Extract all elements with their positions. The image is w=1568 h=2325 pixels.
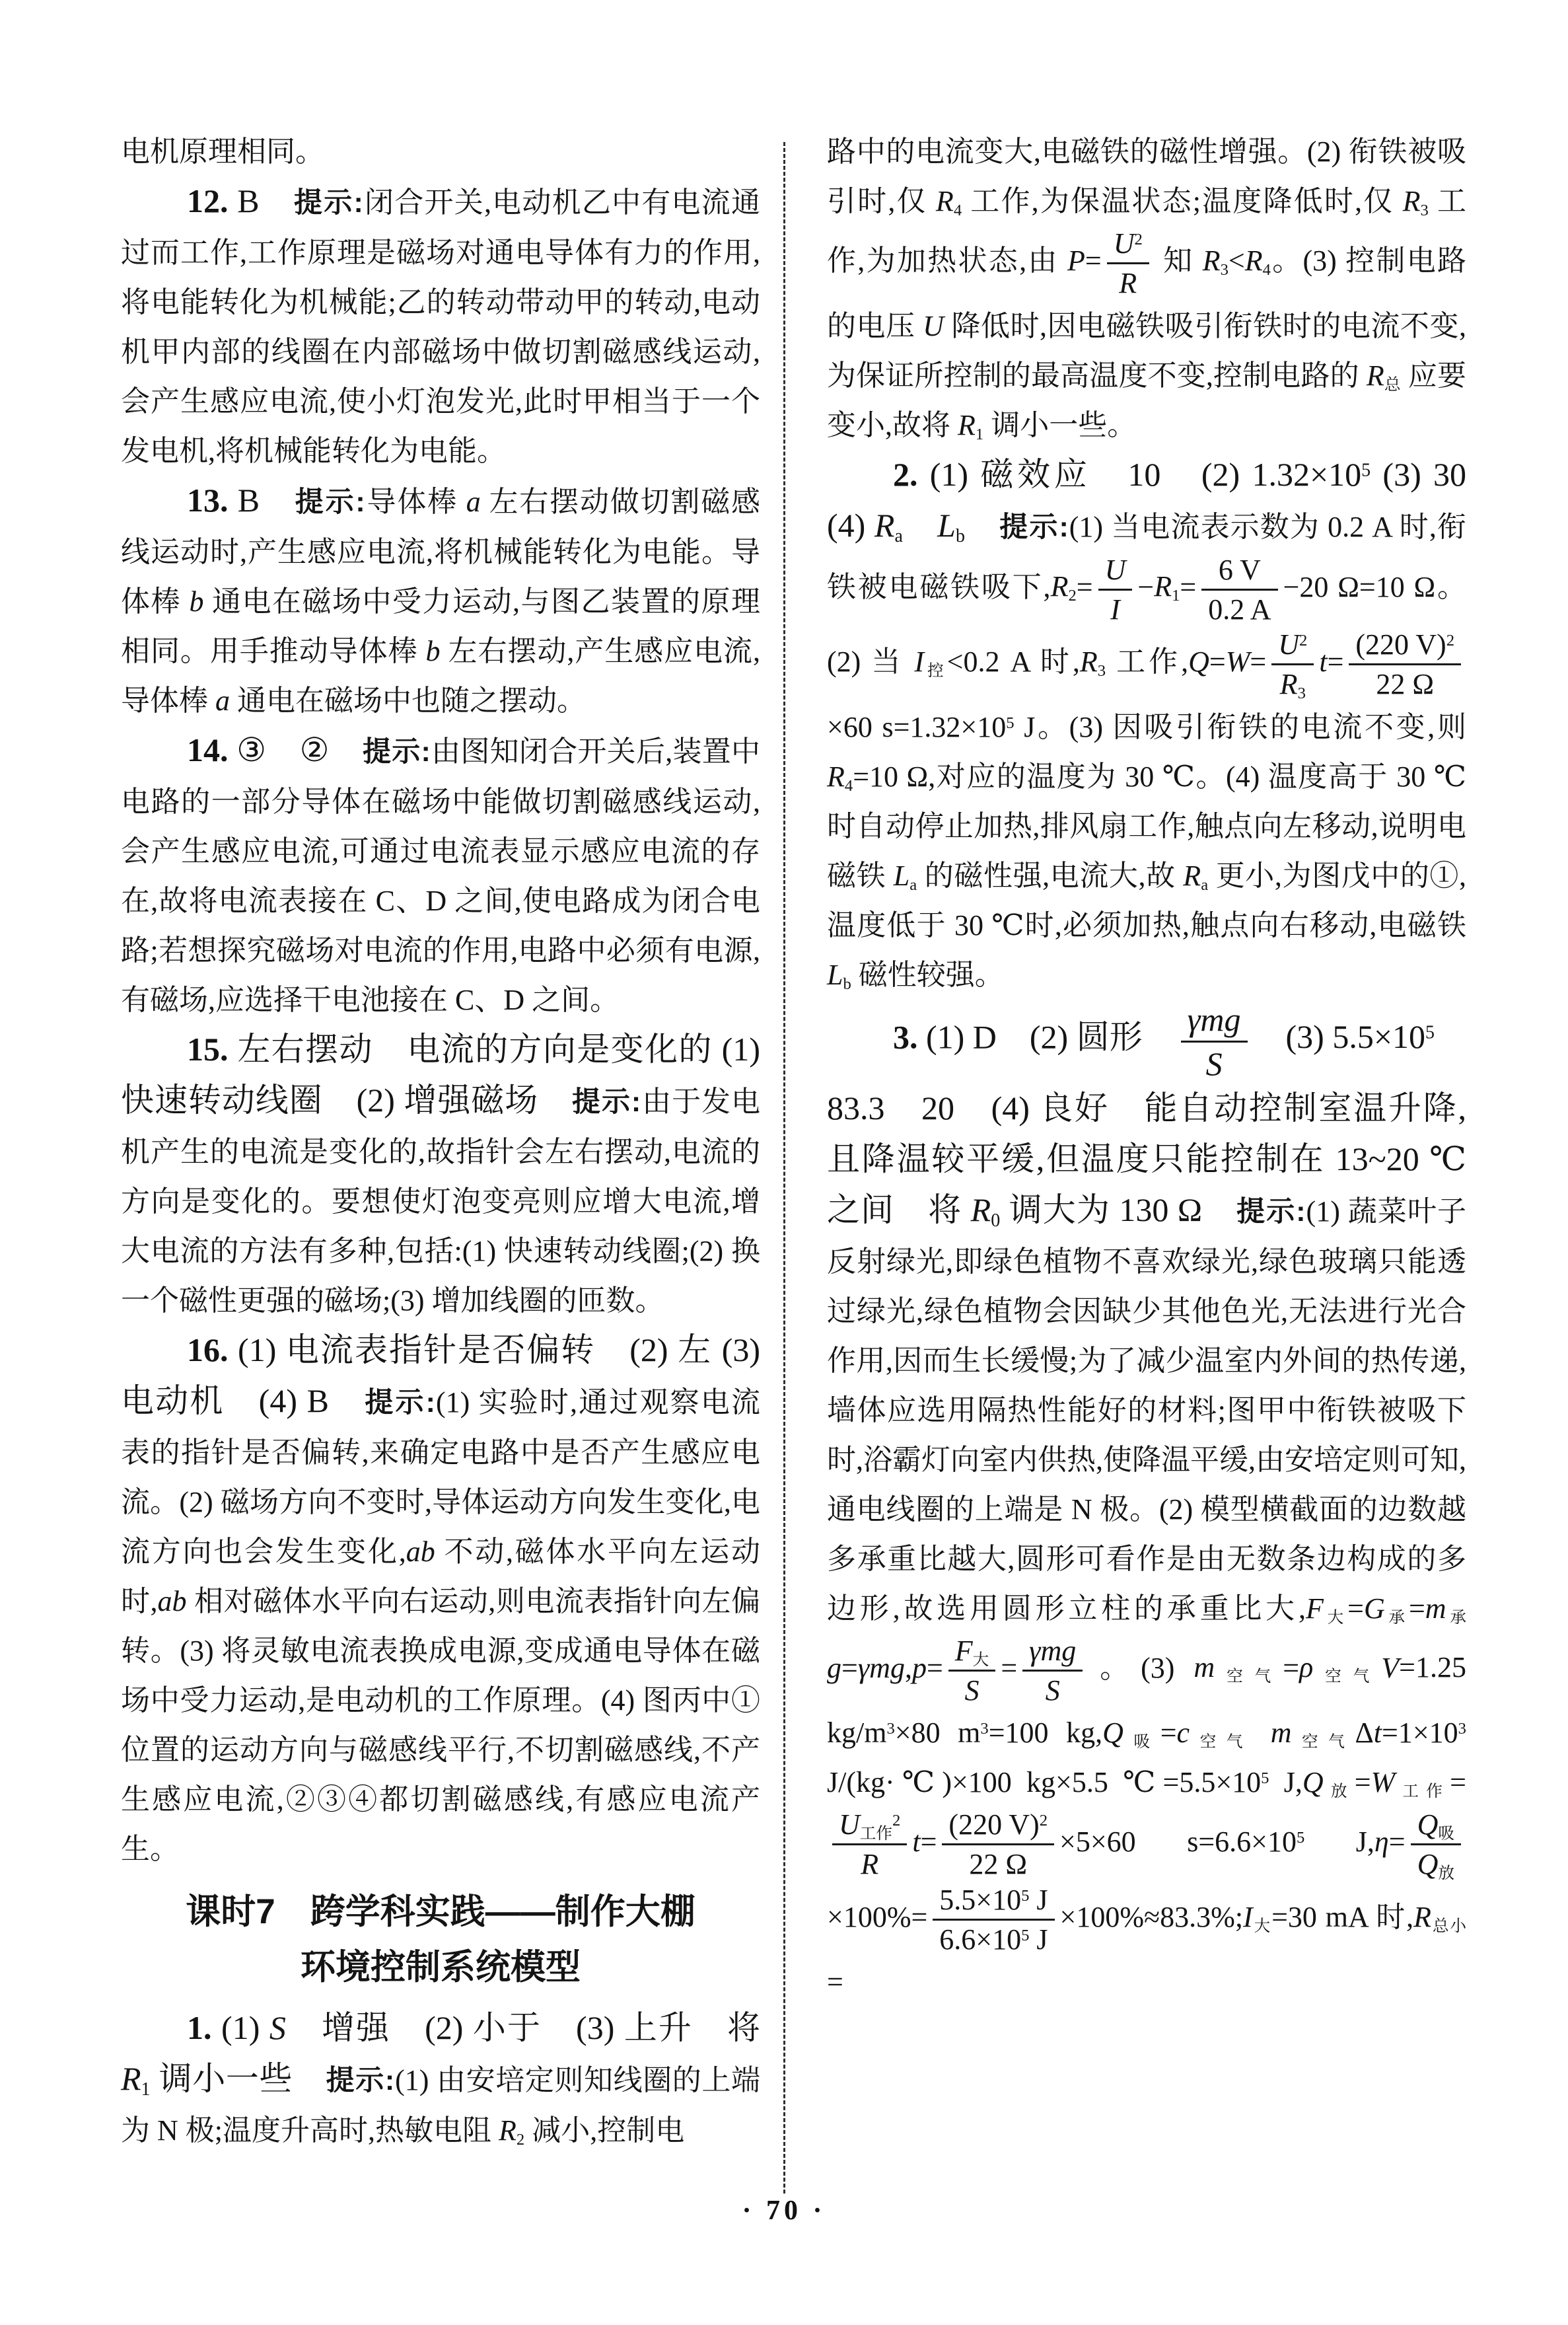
left-column [121,127,760,2155]
text-run: = [1408,1592,1425,1625]
text-run: J, [1304,1825,1374,1858]
hint-label: 提示: [572,1086,642,1118]
math-variable: $U^2$ [1113,227,1143,260]
math-variable: $Q_吸$ [1102,1716,1160,1752]
text-run: 路中的电流变大,电磁铁的磁性增强。(2) 衔铁被吸引时,仅 [827,135,1466,217]
text-run: (1) 实验时,通过观察电流表的指针是否偏转,来确定电路中是否产生感应电流。(2) 磁场方向不变时,导体运动方向发生变化,电流方向也会发生变化, [121,1386,761,1568]
answer-text: ③ ② [228,731,363,768]
text-run: 左右摆动做切割磁感线运动时,产生感应电流,将机械能转化为电能。导体棒 [121,486,761,618]
text-run: = [1001,1651,1018,1684]
hint-label: 提示: [365,1387,437,1419]
math-variable: γmg [1029,1634,1077,1667]
math-variable: $W_{工作}$ [1371,1766,1450,1801]
math-variable: $R_1$ [121,2060,151,2100]
text-run: J。(3) 因吸引衔铁的电流不变,则 [1014,710,1466,743]
fraction [1411,1808,1461,1881]
answer-text: (1) [211,2009,269,2046]
text-run: 22 Ω [1376,668,1435,701]
fraction [933,1884,1054,1956]
fraction [1271,628,1314,701]
text-run: = [1180,570,1197,603]
text-run: = [920,1825,937,1858]
math-variable: γmg [1187,1000,1241,1038]
fraction [1022,1635,1083,1707]
section-heading [121,1884,760,1995]
math-variable: R [1119,267,1137,300]
fraction [942,1808,1054,1881]
text-run: 。(3) [1088,1651,1194,1684]
problem-number: 14. [187,731,229,768]
math-variable: ab [157,1585,187,1617]
text-run: (1) 当电流表示数为 0.2 A 时,衔铁被电磁铁吸下, [827,510,1466,603]
math-variable: $F_大$ [954,1634,989,1669]
math-variable: $R_总$ [1366,359,1401,394]
text-run: 应要变小,故将 [827,359,1466,441]
text-run: 22 Ω [969,1848,1028,1881]
text-run: Δ [1355,1716,1374,1750]
paragraph [121,1025,760,1325]
paragraph [827,450,1499,1000]
math-variable: $I_控$ [914,645,947,680]
text-run: = [1209,645,1226,678]
text-run: −20 Ω=10 Ω。(2) 当 [827,570,1467,678]
math-variable: $F_大$ [1305,1592,1348,1627]
text-run: 由图知闭合开关后,装置中电路的一部分导体在磁场中能做切割磁感线运动,会产生感应电流,可通过电流表显示感应电流的存在,故将电流表接在 C、D 之间,使电路成为闭合电路;若想探究磁场对电流的作用,电路中必须有电源,有磁场,应选择干电池接在 C、D 之间。 [121,735,760,1016]
math-variable: $U_{工作}^2$ [839,1808,901,1843]
fraction [832,1808,907,1881]
fraction [1201,554,1277,626]
text-run: =10 Ω,对应的温度为 30 ℃。(4) 温度高于 30 ℃时自动停止加热,排风扇工作,触点向左移动,说明电磁铁 [827,760,1466,892]
text-run: ×60 $s=1.32\times 10^5$ [827,710,1015,743]
text-run: 更小,为图戊中的①,温度低于 30 ℃时,必须加热,触点向右移动,电磁铁 [827,859,1467,941]
answer-text: (3) $5.5\times 10^5$ [1252,1018,1435,1056]
hint-label: 提示: [294,187,364,219]
math-variable: $R_0$ [970,1191,1001,1231]
fraction [1098,554,1133,626]
text-run: J [1029,1923,1048,1956]
text-run: 降低时,因电磁铁吸引衔铁时的电流不变,为保证所控制的最高温度不变,控制电路的 [827,309,1466,392]
math-variable: ab [406,1535,435,1568]
math-variable: U [1104,553,1126,586]
text-run: 6 V [1218,553,1261,586]
math-variable: $R_4$ [935,185,962,219]
text-run: (220 V)$^2$ [1355,628,1454,661]
text-run: $5.5\times 10^5$ [939,1883,1030,1916]
paragraph [121,2003,760,2155]
answer-text: (1) 电流表指针是否偏转 (2) 左 (3) 电动机 (4) B [121,1331,760,1419]
paragraph [827,127,1466,450]
text-run: , [904,1651,912,1684]
text-run: = [926,1651,943,1684]
math-variable: $G_承$ [1363,1592,1409,1627]
hint-label: 提示: [362,736,431,768]
text-run: = [1450,1766,1466,1799]
math-variable: g [827,1651,841,1684]
text-run: $=1\times 10^3$ [1382,1716,1466,1750]
math-variable: R [861,1848,879,1881]
hint-label: 提示: [999,511,1069,543]
math-variable: $R_1$ [958,408,984,443]
hint-label: 提示: [295,486,366,518]
math-variable: $m_{空气}$ [1194,1651,1283,1686]
text-run: = [1347,1592,1364,1625]
text-run: 电机原理相同。 [121,135,324,168]
math-variable: $R_2$ [1050,570,1077,605]
paragraph [121,176,760,476]
math-variable: I [1110,593,1120,626]
answer-text: B [228,182,295,219]
math-variable: p [911,1651,927,1684]
text-run: 工作, [1106,645,1189,678]
math-variable: t [1373,1716,1382,1750]
paragraph [121,725,760,1025]
text-run: 导体棒 [365,486,466,518]
math-variable: $R_1$ [1154,570,1180,605]
text-run: − [1137,570,1155,603]
text-run: ×100%= [827,1900,928,1933]
text-run: ×80 $m^3$ [894,1716,989,1750]
text-run: 通电在磁场中也随之摆动。 [230,684,586,717]
math-variable: $L_b$ [827,958,851,993]
math-variable: $L_a$ [893,859,917,894]
text-run: 调小一些。 [983,408,1137,441]
answer-text: 增强 (2) 小于 (3) 上升 将 [285,2009,760,2046]
answer-text: B [228,482,295,519]
text-run: < [1228,244,1245,277]
text-run: 工作,为加热状态,由 [827,185,1467,277]
math-variable: b [425,635,441,667]
math-variable: $\rho_{空气}$ [1299,1651,1382,1686]
answer-text: 调小一些 [150,2060,326,2097]
text-run: = [1160,1716,1177,1750]
problem-number: 2. [893,455,918,493]
fraction [1181,1001,1248,1082]
text-run: = [1354,1766,1371,1799]
math-variable: t [1319,645,1328,678]
text-run: 的磁性强,电流大,故 [917,859,1184,892]
paragraph [121,1325,760,1874]
text-run: ×5×60 $s=6.6\times 10^5$ [1059,1825,1305,1858]
text-run: = [827,1966,843,1999]
math-variable: $R_3$ [1279,668,1306,703]
column-divider [783,142,785,2194]
math-variable: $L_b$ [937,506,965,546]
math-variable: $R_4$ [1244,244,1271,279]
hint-label: 提示: [1236,1195,1306,1228]
math-variable: a [215,684,230,717]
math-variable: b [189,585,204,618]
hint-label: 提示: [326,2065,396,2096]
text-run: = [1388,1825,1406,1858]
text-run: 0.2 A [1208,593,1271,626]
text-run: =30 mA 时, [1271,1900,1414,1933]
text-run: J [1029,1883,1048,1916]
math-variable: $R_a$ [874,506,903,546]
paragraph [827,1000,1466,2007]
problem-number: 15. [187,1031,229,1068]
math-variable: $I_大$ [1243,1900,1272,1935]
text-run: 知 [1154,244,1203,277]
text-run: 通电在磁场中受力运动,与图乙装置的原理相同。用手推动导体棒 [121,585,760,667]
text-run: =100 kg, [988,1716,1103,1750]
text-run: = [1085,244,1102,277]
math-variable: $Q_吸$ [1417,1808,1454,1843]
answer-text: (1) D (2) 圆形 [917,1018,1176,1056]
text-run [1253,1716,1271,1749]
text-run: J, [1269,1766,1302,1799]
text-run: 减小,控制电 [524,2114,685,2147]
math-variable: $R_3$ [1402,185,1429,219]
math-variable: $R_a$ [1183,859,1209,894]
section-heading-line: 课时7 跨学科实践——制作大棚 [186,1892,695,1931]
text-run: 由于发电机产生的电流是变化的,故指针会左右摆动,电流的方向是变化的。要想使灯泡变亮则应增大电流,增大电流的方法有多种,包括:(1) 快速转动线圈;(2) 换一个磁性更强的磁场;(3) 增加线圈的匝数。 [121,1086,760,1317]
text-run: (1) 蔬菜叶子反射绿光,即绿色植物不喜欢绿光,绿色玻璃只能透过绿光,绿色植物会因缺少其他色光,无法进行光合作用,因而生长缓慢;为了减少温室内外间的热传递,墙体应选用隔热性能好的材料;图甲中衔铁被吸下时,浴霸灯向室内供热,使降温平缓,由安培定则可知,通电线圈的上端是 N 极。(2) 模型横截面的边数越多承重比越大,圆形可看作是由无数条边构成的多边形,故选用圆形立柱的承重比大, [827,1195,1466,1625]
math-variable: a [466,486,481,518]
text-run: (1) 由安培定则知线圈的上端为 N 极;温度升高时,热敏电阻 [121,2064,760,2147]
text-run: 。(3) 控制电路的电压 [827,244,1466,342]
math-variable: γmg [857,1651,905,1684]
text-run: 不动,磁体水平向左运动时, [121,1535,760,1617]
text-run: (220 V)$^2$ [948,1808,1048,1841]
math-variable: $c_{空气}$ [1176,1716,1254,1752]
page-number: · 70 · [742,2196,826,2226]
math-variable: $R_2$ [499,2114,525,2149]
text-run: 相对磁体水平向右运动,则电流表指针向左偏转。(3) 将灵敏电流表换成电源,变成通电导体在磁场中受力运动,是电动机的工作原理。(4) 图丙中①位置的运动方向与磁感线平行,不切割磁感线,不产生感应电流,②③④都切割磁感线,有感应电流产生。 [121,1585,761,1865]
answer-text: 调大为 130 Ω [1000,1191,1237,1228]
fraction [948,1635,996,1707]
fraction [1107,227,1149,300]
text-run: <0.2 A 时, [946,645,1080,678]
math-variable: t [912,1825,921,1858]
math-variable: $R_4$ [827,760,853,795]
answer-text: (3) 30 (4) [827,455,1499,544]
problem-number: 3. [893,1018,918,1056]
text-run: 磁性较强。 [851,958,1004,991]
text-run: $6.6\times 10^5$ [939,1923,1030,1956]
text-run: = [1283,1651,1300,1684]
text-run: = [1076,570,1093,603]
text-run: = [1327,645,1344,678]
paragraph [121,127,760,176]
math-variable: W [1225,645,1250,678]
math-variable: $U^2$ [1278,628,1308,661]
answer-text: (1) 磁效应 10 (2) $1.32\times 10^5$ [917,455,1371,493]
answer-text: 左右摆动 电流的方向是变化的 (1) 快速转动线圈 (2) 增强磁场 [121,1031,760,1119]
problem-number: 13. [187,482,229,519]
math-variable: Q [1188,645,1209,678]
math-variable: S [1205,1045,1223,1082]
problem-number: 16. [187,1331,229,1368]
math-variable: $R_{总小}$ [1413,1900,1466,1935]
math-variable: $R_3$ [1079,645,1106,680]
answer-text: 83.3 20 (4) 良好 能自动控制室温升降,且降温较平缓,但温度只能控制在 13~20 ℃之间 将 [827,1018,1468,1228]
text-run: ×100%≈83.3%; [1059,1900,1244,1933]
paragraph [121,476,760,725]
math-variable: η [1374,1825,1389,1858]
math-variable: $Q_放$ [1302,1766,1355,1801]
fraction [1349,628,1461,701]
text-run: J/(kg·℃)×100 kg×5.5 $℃=5.5\times 10^5$ [827,1766,1269,1799]
text-run: 工作,为保温状态;温度降低时,仅 [962,185,1403,217]
math-variable: $R_3$ [1202,244,1229,279]
right-column [827,127,1499,2007]
section-heading-line: 环境控制系统模型 [301,1948,581,1987]
text-run: =1.25 $kg/m^3$ [827,1651,1466,1750]
math-variable: U [923,309,944,342]
math-variable: S [1045,1674,1060,1707]
text-run: 左右摆动,产生感应电流,导体棒 [121,635,761,717]
math-variable: $Q_放$ [1417,1848,1454,1883]
math-variable: S [964,1674,980,1707]
text-run: = [1250,645,1267,678]
problem-number: 12. [187,182,229,219]
math-variable: $m_{空气}$ [1270,1716,1355,1752]
math-variable: $m_承$ [1425,1592,1466,1627]
math-variable: P [1067,244,1085,277]
math-variable: S [269,2009,286,2046]
answer-text [903,507,937,544]
problem-number: 1. [187,2009,212,2046]
text-run: 闭合开关,电动机乙中有电流通过而工作,工作原理是磁场对通电导体有力的作用,将电能转化为机械能;乙的转动带动甲的转动,电动机甲内部的线圈在内部磁场中做切割磁感线运动,会产生感应电流,使小灯泡发光,此时甲相当于一个发电机,将机械能转化为电能。 [121,186,760,467]
math-variable: V [1381,1651,1400,1684]
text-run: = [841,1651,858,1684]
answer-text [965,507,999,544]
